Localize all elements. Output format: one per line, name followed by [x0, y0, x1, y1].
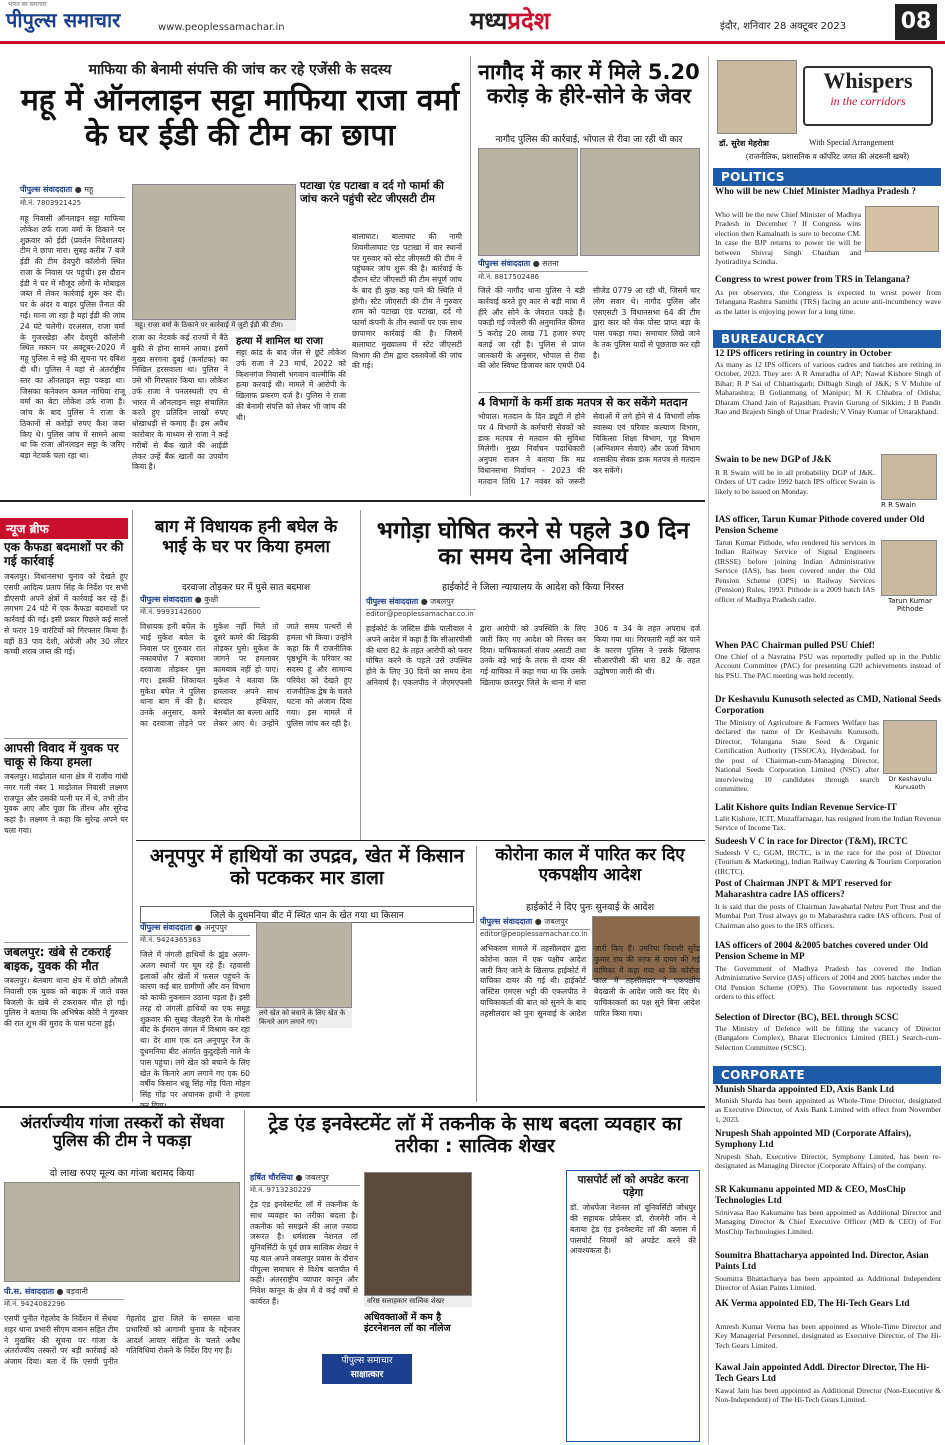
story1-body3: सट्टा कांड के बाद जेल से छूटे लोकेश उर्फ राजा ने 23 मार्च, 2022 को किशनगंज निवासी भगवान वाल्मीकि की हत्या करवाई थी। मामले में आरोपी के खिलाफ प्रकरण दर्ज है। पुलिस ने राजा की बेनामी संपत्ति को लेकर भी जांच की थी।	[236, 348, 346, 422]
corporate-t2: Nrupesh Shah, Executive Director, Symphony Limited, has been re-designated as Managing Director (Corporate Affairs) of the company.	[715, 1152, 941, 1171]
story7-photo	[256, 922, 352, 1008]
brief2-body: जबलपुर। माढ़ोताल थाना क्षेत्र में राजीव गांधी नगर गली नंबर 1 माढ़ोताल निवासी लक्ष्मण राजपूत और उसकी पत्नी घर में थे, तभी तीन युवक आए और पूछा कि तीरथ और सुरेन्द्र कहां है। लक्ष्मण ने कहा कि सुरेन्द्र अपने घर चला गया।	[4, 772, 128, 835]
story1-headline: महू में ऑनलाइन सट्टा माफिया राजा वर्मा के घर ईडी की टीम का छापा	[20, 83, 460, 153]
bureaucracy-t7: Sudeesh V C, GGM, IRCTC, is in the race for the post of Director (Tourism & Marketing), Indian Railway Catering & Tourism Corporation (IRCTC).	[715, 848, 941, 876]
section-politics: POLITICS	[713, 168, 941, 186]
whispers-logo-b: in the corridors	[830, 94, 906, 108]
section-title-b: प्रदेश	[507, 6, 551, 35]
story10-sidebox	[566, 1170, 700, 1442]
section-title	[470, 4, 550, 37]
story6-email[interactable]: editor@peoplessamachar.co.in	[366, 610, 474, 618]
story3-photo	[478, 148, 578, 256]
interview-badge	[322, 1354, 412, 1384]
story1-kicker: माफिया की बेनामी संपत्ति की जांच कर रहे एजेंसी के सदस्य	[88, 62, 392, 78]
bureaucracy-t6: Lalit Kishore, ICIT, Muzaffarnagar, has resigned from the Indian Revenue Service of Income Tax.	[715, 814, 941, 833]
corporate-t3: Srinivasa Rao Kakumanu has been appointed as Additional Director and Managing Director & Chief Executive Officer (MD & CEO) of For MosChip Technologies Limited.	[715, 1208, 941, 1236]
kunusoth-caption: Dr Keshavulu Kunusoth	[888, 775, 932, 791]
story4-body: भोपाल। मतदान के दिन ड्यूटी में होने पर 4 विभागों के कर्मचारी सेवकों को डाक मतपत्र से मतदान की सुविधा मिलेगी। मुख्य निर्वाचन पदाधिकारी अनुपम राजन ने बताया कि मप्र विधानसभा निर्वाचन - 2023 की मतदान तिथि 17 नवंबर को जरूरी सेवाओं में लगे होने से 4 विभागों लोक स्वास्थ्य एवं परिवार कल्याण विभाग, चिकित्सा शिक्षा विभाग, गृह विभाग (अग्निशमन सेवाएं) और ऊर्जा विभाग शासकीय सेवक डाक मतपत्र से मतदान कर सकेंगे।	[478, 412, 700, 486]
bureaucracy-q8: Post of Chairman JNPT & MPT reserved for Maharashtra cadre IAS officers?	[715, 878, 892, 900]
story9-body: एसपी पुनीत गेहलोद के निर्देशन में सेंधवा शहर थाना प्रभारी सीएम वासन सहित टीम ने मुखबिर की सूचना पर गांजा के अंतर्राज्यीय तस्करों पर बड़ी कार्रवाई को अंजाम दिया। बता दें कि एसपी पुनीत गेहलोद द्वारा जिले के समस्त थाना प्रभारियों को आगामी चुनाव के मद्देनजर आदर्श आचार संहिता के चलते अवैध गतिविधियां रोकने के निर्देश दिए गए हैं।	[4, 1314, 240, 1367]
story3-headline: नागौद में कार में मिले 5.20 करोड़ के हीरे-सोने के जेवर	[478, 60, 700, 109]
columnist-photo	[717, 60, 797, 134]
corporate-q6: Kawal Jain appointed Addl. Director Director, The Hi-Tech Gears Ltd	[715, 1362, 930, 1384]
whispers-logo-a: Whispers	[823, 68, 913, 93]
story2-headline: पटाखा एंड पटाखा व दर्द गो फार्मा की जांच करने पहुंची स्टेट जीएसटी टीम	[300, 180, 444, 206]
story5-byline: पीपुल्स संवाददाता ● कुक्षी	[140, 594, 260, 608]
corporate-t4: Soumitra Bhattacharya has been appointed as Additional Independent Director of Asian Paints Limited.	[715, 1274, 941, 1293]
story1-mobile: मो.नं. 7803921425	[20, 199, 82, 207]
corporate-t1: Munish Sharda has been appointed as Whole-Time Director, designated as Executive Director, of Axis Bank Limited with effect from November 1, 2023.	[715, 1096, 941, 1124]
story9-subhead: दो लाख रुपए मूल्य का गांजा बरामद किया	[49, 1168, 195, 1179]
story5-body: विधायक हनी बघेल के भाई मुकेश बघेल के निवास पर गुरुवार रात नकाबपोश 7 बदमाश दरवाजा तोड़कर घुस गए। इसकी शिकायत मुकेश बघेल ने पुलिस थाना बाग में की है। उनके अनुसार, कमरे का दरवाजा तोड़ने पर मुकेश नहीं मिले तो दूसरे कमरे की खिड़की तोड़कर घुसे। मुकेश के जागने पर हमलावर कामयाब नहीं हो पाए। मुकेश ने बताया कि हमलावर अपने साथ धारदार हथियार, बेसबॉल का बल्ला आदि लेकर आए थे। उन्होंने जाते समय पत्थरों से हमला भी किया। उन्होंने कहा कि मैं राजनीतिक पृष्ठभूमि के परिवार का सदस्य हूं और सामान्य परिवेश को देखते हुए राजनीतिक द्वेष के चलते घटना को अंजाम दिया गया। इस मामले में पुलिस जांच कर रही है।	[140, 622, 352, 729]
story10-byline: हर्षित चौरसिया ● जबलपुर	[250, 1172, 360, 1186]
corporate-t6: Kawal Jain has been appointed as Additional Director (Non-Executive & Non-Independent) of The Hi-Tech Gears Limited.	[715, 1386, 941, 1405]
bureaucracy-q7: Sudeesh V C in race for Director (T&M), IRCTC	[715, 836, 908, 846]
bureaucracy-t3: Tarun Kumar Pithode, who rendered his services in Indian Railway Service of Signal Engineers (IRSSE) before joining Indian Administrative Service (IAS), has been covered under the Old Pension Scheme (OPS) in Railway Services (Pension) Rules, 1993. Pithode is a 2009 batch IAS officer of Madhya Pradesh cadre.	[715, 538, 875, 604]
bureaucracy-q3: IAS officer, Tarun Kumar Pithode covered under Old Pension Scheme	[715, 514, 925, 536]
bureaucracy-q9: IAS officers of 2004 &2005 batches covered under Old Pension Scheme in MP	[715, 940, 928, 962]
story10-caption: वरिष्ठ सलाहकार सात्विक शेखर	[364, 1296, 472, 1307]
story3-byline: पीपुल्स संवाददाता ● सतना	[478, 258, 588, 272]
story9-headline: अंतर्राज्यीय गांजा तस्करों को सेंधवा पुलिस की टीम ने पकड़ा	[20, 1113, 224, 1151]
interview-badge-a: पीपुल्स समाचार	[341, 1356, 393, 1366]
story7-mobile: मो.नं. 9424365363	[140, 936, 202, 944]
story9-mobile: मो.नं. 9424082296	[4, 1300, 66, 1308]
story1-caption: महू। राजा वर्मा के ठिकाने पर कार्रवाई में जुटी ईडी की टीम।	[132, 320, 296, 331]
sidebar-tagline: (राजनीतिक, प्रशासनिक व कॉर्पोरेट जगत की अंदरूनी खबरें)	[745, 152, 910, 161]
bureaucracy-t5: The Ministry of Agriculture & Farmers Welfare has declared the name of Dr Keshavulu Kunusoth, Director, Telangana State Seed & Organic Certification Authority (TSSOCA), Hyderabad, for the post of Chairman-cum-Managing Director, National Seeds Corporation Limited (NSC) after interviewing 10 candidates through search committee.	[715, 718, 879, 794]
bureaucracy-q6: Lalit Kishore quits Indian Revenue Service-IT	[715, 802, 897, 812]
story8-headline: कोरोना काल में पारित कर दिए एकपक्षीय आदेश	[495, 845, 685, 885]
story1-body2: राजा का नेटवर्क कई राज्यों में बैठे बुकी से होना सामने आया। इसमें मुख्य सरगना दुबई (कर्नाटक) का निखिल हरसवाला था। पुलिस ने उसे भी गिरफ्तार किया था। लोकेश उर्फ राजा ने पनलस्थली एप से भारत में ऑनलाइन सट्टा संचालित करते हुए प्रतिदिन लाखों रुपए धोखाधड़ी से कमाए हैं। इस अवैध कारोबार के माध्यम से राजा ने कई गरीबों से बैंक खाते की आईडी लेकर उन्हें बैंक खातों का उपयोग किया है।	[132, 333, 228, 472]
brief1-headline: एक कैफडा बदमाशों पर की गई कार्रवाई	[4, 540, 124, 569]
story7-byline: पीपुल्स संवाददाता ● अनूपपुर	[140, 922, 250, 936]
kunusoth-photo	[883, 720, 937, 774]
story5-headline: बाग में विधायक हनी बघेल के भाई के घर पर किया हमला	[154, 517, 338, 557]
story7-subhead: जिले के दुधमनिया बीट में स्थित धान के खेत गया था किसान	[140, 906, 474, 923]
newspaper-logo: भारत का समाचार पीपुल्स समाचार	[6, 1, 121, 32]
corporate-q2: Nrupesh Shah appointed MD (Corporate Affairs), Symphony Ltd	[715, 1128, 912, 1150]
pithode-caption: Tarun Kumar Pithode	[887, 597, 933, 613]
news-brief-title: न्यूज ब्रीफ	[0, 518, 128, 539]
with-arrangement: With Special Arrangement	[809, 138, 894, 147]
story9-byline: पी.स. संवाददाता ● बड़वानी	[4, 1286, 124, 1300]
story8-body: अभिकरण मामले में तहसीलदार द्वारा कोरोना काल में एक पक्षीय आदेश जारी किए जाने के खिलाफ हाईकोर्ट में याचिका दायर की गई थी। हाईकोर्ट जस्टिस एमएस भट्टी की एकलपीठ ने याचिकाकर्ता की बात को सुनने के बाद तहसीलदार को पुनः सुनवाई के आदेश जारी किए हैं। उमरिया निवासी सुरेंद्र कुमार राय की तरफ से दायर की गई याचिका में कहा गया था कि कोरोना काल में तहसीलदार ने एकपक्षीय बेदखली के आदेश जारी कर दिए थे। याचिकाकर्ता का पक्ष सुने बिना आदेश पारित किया गया।	[480, 944, 700, 1018]
story10-body: ट्रेड एंड इनवेस्टमेंट लॉ में तकनीक के साथ व्यवहार का तरीका बदला है। तकनीक को समझने की आज ज्यादा जरूरत है। धर्मशास्त्र नेशनल लॉ यूनिवर्सिटी के पूर्व छात्र सात्विक शेखर ने यह बात अपने जबलपुर प्रवास के दौरान पीपुल्स समाचार से विशेष बातचीत में कही। अंतरराष्ट्रीय व्यापार कानून और निवेश कानून के क्षेत्र में वे कई वर्षों से कार्यरत हैं।	[250, 1200, 358, 1307]
politics-t2: As per observers, the Congress is expected to wrest power from Telangana Rashtra Samithi (TRS) facing an acute anti-incumbency wave as the latter is enjoying power for a long time.	[715, 288, 941, 316]
story8-email[interactable]: editor@peoplessamachar.co.in	[480, 930, 588, 938]
brief3-body: जबलपुर। बेलबाग थाना क्षेत्र में छोटी ओमती निवासी एक युवक को बाइक में जाते वक्त बिजली के खंबे से टकराकर मौत हो गई। पुलिस ने बताया कि अभिषेक कोरी ने गुरुवार की रात शुभ की मुराद के पास घटना हुई।	[4, 976, 128, 1029]
story4-headline: 4 विभागों के कर्मी डाक मतपत्र से कर सकेंगे मतदान	[478, 392, 700, 410]
bureaucracy-t2: R R Swain will be in all probability DGP of J&K. Orders of UT cadre 1992 batch IPS officer Swain is likely to be issued on Monday.	[715, 468, 875, 496]
corporate-t5: Amresh Kumar Verma has been appointed as Whole-Time Director and Key Managerial Personnel, designated as Executive Director, of The Hi-Tech Gears Limited.	[715, 1322, 941, 1350]
corporate-q1: Munish Sharda appointed ED, Axis Bank Ltd	[715, 1084, 894, 1094]
whispers-sidebar	[708, 56, 941, 1444]
brief1-body: जबलपुर। विधानसभा चुनाव को देखते हुए एसपी आदित्य प्रताप सिंह के निर्देश पर सभी डीएसपी अपने क्षेत्रों में कार्रवाई कर रहे हैं। लगभग 24 घंटे में एक कैफडा बदमाशों पर कार्रवाई की गई। इसी प्रकार पिछले कई सालों से फरार 19 वारंटियों को गिरफ्तार किया है। वहीं 83 पाव देशी, अंग्रेजी और 30 लीटर कच्ची शराब जब्त की गई।	[4, 572, 128, 657]
bureaucracy-t4: One Chief of a Navratna PSU was reportedly pulled up in the Public Account Committee (PAC) for presenting G20 achievements instead of his PSU. The PAC meeting was held recently.	[715, 652, 941, 680]
politics-t1: Who will be the new Chief Minister of Madhya Pradesh in December ? If Congress wins election then Kamalnath is sure to become CM. In case the BJP returns to power tie will be between Shivraj Singh Chauhan and Jyotiraditya Scindia.	[715, 210, 861, 267]
dateline: इंदौर, शनिवार 28 अक्टूबर 2023	[720, 21, 847, 32]
interview-badge-b: साक्षात्कार	[350, 1370, 384, 1380]
story1-subhead: हत्या में शामिल था राजा	[236, 336, 323, 347]
story8-subhead: हाईकोर्ट ने दिए पुनः सुनवाई के आदेश	[525, 902, 655, 913]
swain-caption: R R Swain	[881, 501, 917, 509]
bureaucracy-t1: As many as 12 IPS officers of various cadres and batches are retiring in October, 2023. They are: A R Anuradha of AP; Nawal Kishore Singh of Bihar; R P Sai of Chhattisgarh; Dilbagh Singh of J&K; S V Mohite of Maharashtra; B Golianmang of Manipur; M K Chhabra of Odisha; Dharam Chand Jain of Rajasthan; Pravin Gurung of Sikkim; J B Pandit Rao and Brajesh Singh of Uttar Pradesh; V Vinay Kumar of Uttarakhand.	[715, 360, 941, 417]
story3-body: जिले की नागौद थाना पुलिस ने बड़ी कार्रवाई करते हुए कार से बड़ी मात्रा में हीरे और सोने के जेवरात पकड़े हैं। पकड़ी गई ज्वेलरी की अनुमानित कीमत 5 करोड़ 20 लाख 71 हजार रुपए बताई जा रही है। पुलिस से प्राप्त जानकारी के अनुसार, भोपाल से रीवा की ओर स्विफ्ट डिजायर कार एमपी 04 सीजेड 0779 आ रही थी, जिसमें चार लोग सवार थे। नागौद पुलिस और एसएसटी 3 विधानसभा 64 की टीम द्वारा कार को चेक पोस्ट प्राप्त बड़ा के पास पकड़ा गया। समाचार लिखे जाने के तक पुलिस यादों से पूछताछ कर रही है।	[478, 286, 700, 371]
bureaucracy-q10: Selection of Director (BC), BEL through SCSC	[715, 1012, 899, 1022]
story6-byline: पीपुल्स संवाददाता ● जबलपुर	[366, 596, 476, 610]
swain-photo	[881, 454, 937, 500]
story6-headline: भगोड़ा घोषित करने से पहले 30 दिन का समय देना अनिवार्य	[376, 518, 690, 571]
story3-mobile: मो.नं. 8817502486	[478, 273, 540, 281]
corporate-q3: SR Kakumanu appointed MD & CEO, MosChip Technologies Ltd	[715, 1184, 906, 1206]
columnist-name: डॉ. सुरेश मेहरोत्रा	[719, 139, 769, 148]
bureaucracy-t10: The Ministry of Defence will be filling the vacancy of Director (Bangalore Complex), Bharat Electronics Limited (BEL) Search-cum-Selection Committee (SCSC).	[715, 1024, 941, 1052]
story7-caption: लगे खेत को बचाने के लिए खेत के किनारे आग लगाने गए।	[256, 1008, 352, 1028]
bureaucracy-q4: When PAC Chairman pulled PSU Chief!	[715, 640, 875, 650]
story10-mobile: मो.नं. 9713230229	[250, 1186, 312, 1194]
story3-subhead: नागौद पुलिस की कार्रवाई, भोपाल से रीवा जा रही थी कार	[495, 135, 683, 145]
story8-byline: पीपुल्स संवाददाता ● जबलपुर	[480, 916, 590, 930]
story2-body: बालाघाट। बालाघाट की नामी शिवमीलाघाट एंड पटाखा में वार स्थानों पर गुरुवार को स्टेट जीएसटी की टीम ने पहुंचकर जांच शुरू की है। कार्रवाई के दौरान स्टेट जीएसटी की टीम संपूर्ण जांच के बाद ही कुछ कह पाने की स्थिति में होगी। स्टेट जीएसटी की टीम ने गुरुवार शाम को पटाखा एंड पटाखा, दर्द गो फार्मा कंपनी के तीन स्थानों पर एक साथ छापामार कार्रवाई की है। जिसमें बालाघाट मुख्यालय में स्टेट जीएसटी विभाग की टीम द्वारा दस्तावेजों की जांच की गई।	[352, 232, 462, 371]
story10-portrait	[364, 1172, 472, 1296]
story10-quote2: पासपोर्ट लॉ को अपडेट करना पड़ेगा	[577, 1174, 689, 1199]
corporate-q4: Soumitra Bhattacharya appointed Ind. Director, Asian Paints Ltd	[715, 1250, 929, 1272]
story10-body2: डॉ. जोधपेजा नेशनल लॉ यूनिवर्सिटी जोधपुर की सहायक प्रोफेसर डॉ. रोजमेरी जॉन ने बताया ट्रेड एंड इनवेस्टमेंट लॉ की क्लास में पासपोर्ट नियमों को अपडेट करने की आवश्यकता है।	[570, 1203, 696, 1256]
page-number: 08	[895, 4, 937, 40]
section-title-a: मध्य	[470, 6, 508, 35]
story6-subhead: हाईकोर्ट ने जिला न्यायालय के आदेश को किया निरस्त	[442, 582, 624, 593]
whispers-logo	[803, 66, 933, 126]
story10-quote1: अधिवक्ताओं में कम है इंटरनेशनल लॉ का नॉलेज	[364, 1312, 451, 1335]
bureaucracy-q2: Swain to be new DGP of J&K	[715, 454, 832, 464]
politics-photo	[865, 206, 939, 252]
section-bureaucracy: BUREAUCRACY	[713, 330, 941, 348]
brief3-headline: जबलपुर: खंबे से टकराई बाइक, युवक की मौत	[4, 942, 128, 974]
story1-photo	[132, 184, 296, 320]
bureaucracy-t9: The Government of Madhya Pradesh has covered the Indian Administrative Service (IAS) officers of 2004 and 2005 batches under the Old Pension Scheme (OPS). The Government has reportedly issued orders to this effect.	[715, 964, 941, 1002]
bureaucracy-t8: It is said that the posts of Chairman Jawaharlal Nehru Port Trust and the Mumbai Port Trust always go to Maharashtra cadre IAS officers. Post of Chairman also goes to the IRS officers.	[715, 902, 941, 930]
story3-photo-2	[580, 148, 700, 256]
story1-byline: पीपुल्स संवाददाता ● महू	[20, 184, 125, 198]
story7-body: जिले में जंगली हाथियों के झुंड अलग-अलग स्थानों पर घूम रहे हैं। रहवासी इलाकों और खेतों में फसल पहुंचने के कारण कई बार ग्रामीणों और वन विभाग को काफी नुकसान उठाना पड़ता है। इसी तरह दो जंगली हाथियों का एक समूह शुक्रवार की सुबह जैतहरी रेंज के गोबरी बीट के ईमरान जंगल में विश्राम कर रहा था। देर शाम एक दल अनूपपुर रेंज के दुधमनिया बीट अंतर्गत कुदुरहेली नाले के पास पहुंचा। लगे खेत को बचाने के लिए खेत के किनारे आग लगाने गए एक 60 वर्षीय किसान धन्नू सिंह गोंड़ पिता मोहन सिंह गोंड़ पर अचानक हाथी ने हमला	[140, 950, 250, 1100]
brief2-headline: आपसी विवाद में युवक पर चाकू से किया हमला	[4, 738, 128, 770]
pithode-photo	[881, 540, 937, 596]
website-url[interactable]: www.peoplessamachar.in	[158, 22, 285, 33]
bureaucracy-q1: 12 IPS officers retiring in country in October	[715, 348, 892, 358]
story1-body: महू निवासी ऑनलाइन सट्टा माफिया लोकेश उर्फ राजा वर्मा के ठिकाने पर शुक्रवार को ईडी (प्रवर्तन निदेशालय) टीम ने छापा मारा। सुबह करीब 7 बजे ईडी की टीम देवपुरी कॉलोनी स्थित राजा के निवास पर पहुंची। इस दौरान ईडी ने घर में मौजूद लोगों के मोबाइल जब्त में लेकर कार्रवाई शुरू कर दी। घर के अंदर व बाहर पुलिस तैनात की गई। माना जा रहा है यहां ईडी की जांच 24 घंटे चलेगी। दरअसल, राजा वर्मा के गुजरखेड़ा और देवपुरी कॉलोनी स्थित मकान पर अक्टूबर-2020 में महू पुलिस ने सट्टे की सूचना पर दबिश दी थी। पुलिस ने यहां से अंतर्राष्ट्रीय स्तर का ऑनलाइन सट्टा पकड़ा था। जिसका कनेक्शन कमल नाथिया राजू वर्मा का बेटा लोकेश उर्फ राजा है। जांच के बाद पुलिस ने राजा के ठिकानों से करोड़ों रुपए कैश जब्त किए थे। पुलिस जांच में सामने आया था कि राजा ऑनलाइन सट्टा के जरिए बड़ा नेटवर्क चला रहा था।	[20, 214, 125, 461]
story6-body: हाईकोर्ट के जस्टिस डीके पालीवाल ने अपने आदेश में कहा है कि सीआरपीसी की धारा 82 के तहत आरोपी को फरार घोषित करने के पहले उसे उपस्थित होने के लिए 30 दिनों का समय देना अनिवार्य है। एकलपीठ ने जेएमएफसी द्वारा आरोपी को उपस्थिति के लिए जारी किए गए आदेश को निरस्त कर दिया। याचिकाकर्ता संजय असाटी तथा उनके बड़े भाई के तरफ से दायर की गई याचिका में कहा गया था कि उसके खिलाफ छतरपुर जिले के थाना में धारा 306 व 34 के तहत अपराध दर्ज किया गया था। गिरफ्तारी नहीं कर पाने के कारण पुलिस ने उसके खिलाफ सीआरपीसी की धारा 82 के तहत उद्घोषणा जारी की थी।	[366, 624, 700, 687]
bureaucracy-q5: Dr Keshavulu Kunusoth selected as CMD, National Seeds Corporation	[715, 694, 941, 716]
story10-headline: ट्रेड एंड इनवेस्टमेंट लॉ में तकनीक के साथ बदला व्यवहार का तरीका : सात्विक शेखर	[268, 1113, 682, 1157]
section-corporate: CORPORATE	[713, 1066, 941, 1084]
politics-q2: Congress to wrest power from TRS in Telangana?	[715, 274, 910, 284]
story5-mobile: मो.नं. 9993142600	[140, 608, 202, 616]
story9-photo	[4, 1182, 240, 1282]
story7-headline: अनूपपुर में हाथियों का उपद्रव, खेत में किसान को पटककर मार डाला	[149, 845, 465, 889]
corporate-q5: AK Verma appointed ED, The Hi-Tech Gears Ltd	[715, 1298, 910, 1308]
politics-q1: Who will be new Chief Minister Madhya Pradesh ?	[715, 186, 916, 196]
story5-subhead: दरवाजा तोड़कर घर में घुसे सात बदमाश	[182, 583, 310, 593]
